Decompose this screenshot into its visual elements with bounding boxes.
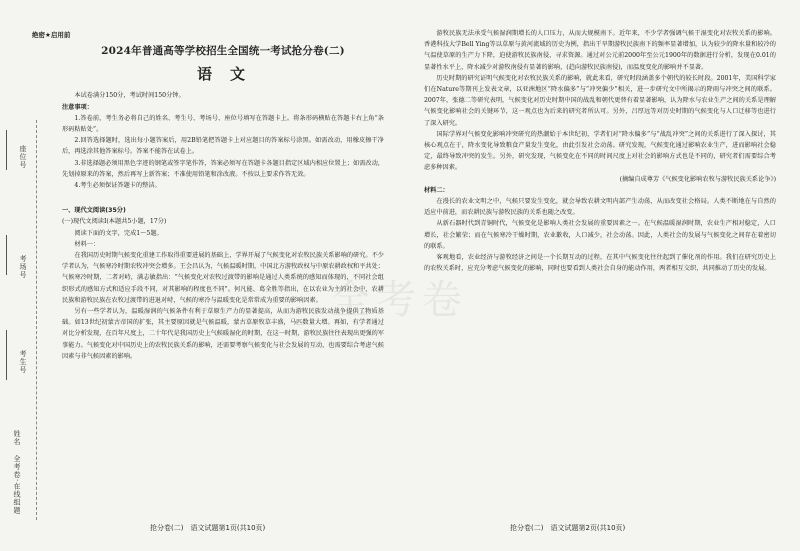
seat-line bbox=[6, 130, 17, 170]
seat-label: 座位号 bbox=[19, 145, 27, 169]
notice-item: 4.考生必须保证答题卡的整洁。 bbox=[74, 182, 161, 190]
paragraph: 客观地看，农业经济与游牧经济之间是一个长期互动的过程，在其中气候变化往往起到了催化剂的作用。我们在研究历史上的农牧关系时，应充分考虑气候变化的影响，同时也要看到人类社会自身的能动作用，两者相互交织，共同推动了历史的发展。 bbox=[424, 254, 776, 273]
subsection-heading: (一)现代文阅读Ⅰ(本题共5小题，17分) bbox=[62, 218, 167, 226]
paragraph: 游牧民族无法承受气候湿润期增长的人口压力，从而大规模南下。近年来，不少学者强调气候干湿变化对农牧关系的影响。香港科技大学Bell Ying等以草原与黄河流域的历史为例，指出干旱期游牧民族南下的频率显著增加，认为较少的降水量和较冷的气温使草原的生产力下降，迫使游牧民族南侵，寻求资源。通过对公元前2000年至公元1900年的数据进行分析，发现在0.01的显著性水平上，降水减少对游牧南侵有显著的影响，(趋向游牧民族南侵)，而温度变化的影响并不显著。 bbox=[424, 30, 776, 71]
binding-gutter bbox=[0, 0, 60, 551]
material-title: 材料二： bbox=[424, 186, 449, 194]
exam-title: 2024年普通高等学校招生全国统一考试抢分卷(二) bbox=[101, 45, 345, 57]
notice-item: 1.答卷前，考生务必将自己的姓名、考生号、考场号、座位号填写在答题卡上。将条形码横贴在答题卡右上角“条形码粘贴处”。 bbox=[62, 114, 384, 134]
notice-item: 2.回答选择题时，选出每小题答案后，用2B铅笔把答题卡上对应题目的答案标号涂黑。如需改动，用橡皮擦干净后，再选涂其他答案标号。答案不能答在试卷上。 bbox=[62, 137, 384, 156]
right-content bbox=[424, 28, 776, 274]
subject-title: 语文 bbox=[196, 65, 263, 84]
page-footer-right: 抢分卷(二) 语文试题第2页(共10页) bbox=[510, 524, 626, 532]
watermark: 全考卷 bbox=[330, 277, 468, 323]
exam-room-line bbox=[6, 235, 17, 275]
paragraph: 在我国历史时期气候变化重建工作取得重要进展的基础上，学界开展了气候变化对农牧民族关系影响的研究。不少学者认为，气候寒冷时期农牧冲突会增多。王会昌认为，气候温暖时期，中国北方游牧政权与中原农耕政权和平共处；气候寒冷时期，二者对峙，满志敏指出：“气候变化对农牧过渡带的影响是通过人类系统的感知而体现的，不同社会组织形式的感知方式和适应手段不同，对其影响的程度也不同”。何凡能、葛全胜等指出，在以农业为主的社会中，农耕民族和游牧民族在农牧过渡带的进退对峙，气候的寒冷与温暖变化是常常成为重要的影响因素。 bbox=[62, 252, 384, 304]
section-heading: 一、现代文阅读(35分) bbox=[62, 207, 126, 215]
school-label: 全考卷·在线组题 bbox=[13, 455, 21, 515]
paragraph: 另有一些学者认为，温暖湿润的气候条件有利于草原生产力的显著提高，从而为游牧民族发动战争提供了物质基础。如13世纪初蒙古帝国的扩张，其主要原因就是气候温暖，蒙古草原牧草丰盛，马匹数量大增。再如，有学者通过对比分析发现，在百年尺度上，二十年代是我国历史上气候暖湿化的时期，在这一时期，游牧民族往往表现出更强的军事能力。气候变化对中国历史上的农牧民族关系的影响，还需要考察气候变化与社会发展的互动，也需要综合考虑气候因素与非气候因素的影响。 bbox=[62, 308, 384, 360]
exam-id-label: 考生号 bbox=[19, 350, 27, 374]
exam-id-line bbox=[6, 330, 17, 380]
instruction: 阅读下面的文字，完成1～5题。 bbox=[74, 229, 163, 237]
source-citation: (摘编自成尊芳《气候变化影响农牧与游牧民族关系论争》) bbox=[619, 175, 776, 183]
exam-info: 本试卷满分150分，考试时间150分钟。 bbox=[74, 92, 185, 100]
binding-line bbox=[36, 120, 37, 520]
paragraph: 历史时期的研究证明气候变化对农牧民族关系的影响，就此来看，研究时段涵盖多个朝代的较长时段。2001年，美国科学家们在Nature等期刊上发表文章，以亚洲地区“降水偏多”与“冲突偏少”相关，进一步研究文中所揭示的降雨与冲突之间的联系。2007年，张德二等研究表明，气候变化对历史时期中国的战乱和朝代更替有着显著影响，认为降水与农业生产之间的关系是理解气候变化影响社会的关键环节，这一观点也为后来的研究者所认可。另外，吕厚远等对历史时期的气候变化与人口迁移等也进行了深入研究。 bbox=[424, 74, 776, 127]
paragraph: 国际学界对气候变化影响冲突研究的热潮始于本世纪初，学者们对“降水偏多”与“战乱冲突”之间的关系进行了深入探讨，其核心观点在于，降水变化导致粮食产量发生变化，由此引发社会动荡。研究发现，气候变化通过影响农业生产，进而影响社会稳定，最终导致冲突的发生。另外，研究发现，气候变化在不同的时间尺度上对社会的影响方式也是不同的，研究者们需要综合考虑多种因素。 bbox=[424, 130, 776, 172]
notice-title: 注意事项： bbox=[62, 103, 93, 111]
notice-item: 3.非选择题必须用黑色字迹的钢笔或签字笔作答，答案必须写在答题卡各题目指定区域内相应位置上；如需改动，先划掉原来的答案，然后再写上新答案；不准使用铅笔和涂改液。不按以上要求作答无效。 bbox=[62, 159, 384, 178]
paragraph: 在漫长的农业文明之中，气候只要发生变化，就会导致农耕文明内部产生动荡，从而改变社会格局。人类不断地在与自然的适应中前进，而农耕民族与游牧民族的关系也随之改变。 bbox=[424, 198, 776, 217]
confidential-mark: 绝密★启用前 bbox=[32, 31, 71, 39]
name-label: 姓名 bbox=[13, 430, 21, 446]
paragraph: 从新石器时代到青铜时代，气候变化是影响人类社会发展的重要因素之一。在气候温暖湿润时期，农业生产相对稳定，人口增长，社会繁荣；而在气候寒冷干燥时期，农业歉收，人口减少，社会动荡。因此，人类社会的发展与气候变化之间存在着密切的联系。 bbox=[424, 220, 776, 250]
material-title: 材料一： bbox=[74, 240, 100, 248]
page-footer-left: 抢分卷(二) 语文试题第1页(共10页) bbox=[150, 524, 266, 532]
exam-room-label: 考场号 bbox=[19, 255, 27, 279]
